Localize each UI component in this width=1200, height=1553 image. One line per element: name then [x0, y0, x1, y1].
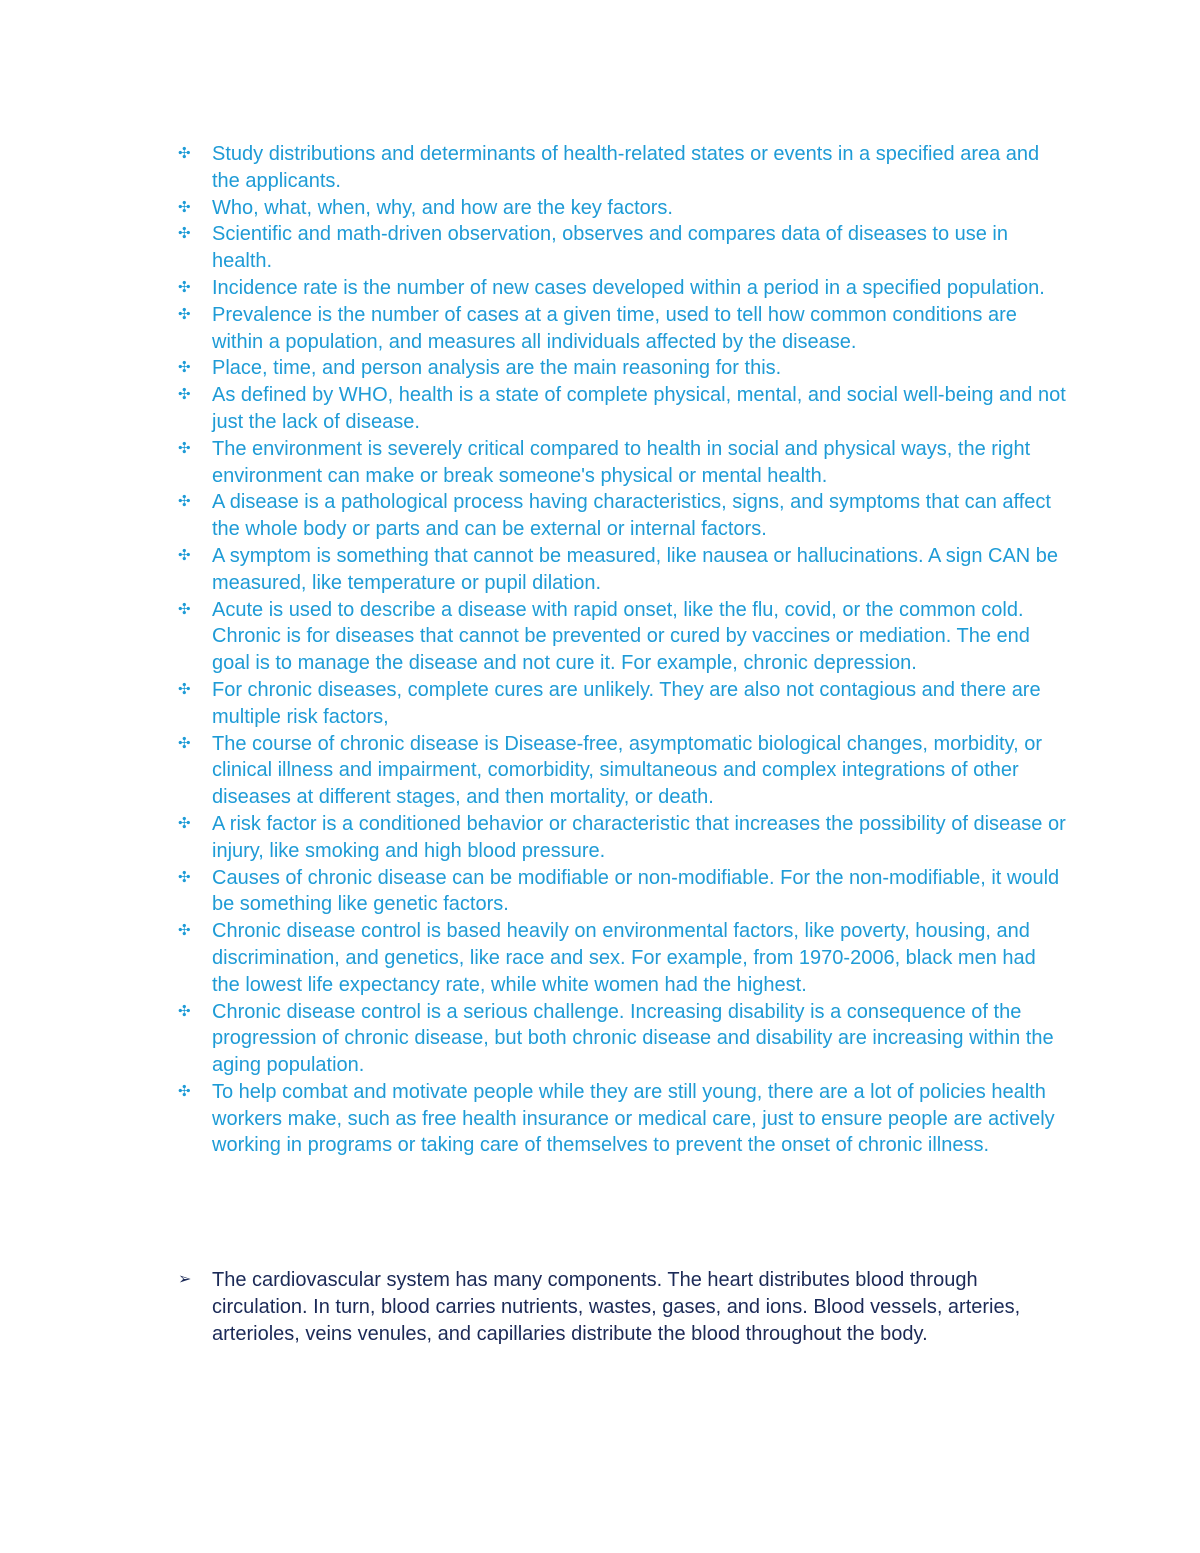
list-item [176, 489, 1066, 543]
list-item-text: Causes of chronic disease can be modifiable or non-modifiable. For the non-modifiable, it would be something like genetic factors. [212, 866, 1060, 916]
diamond-bullet-icon: ✣ [178, 680, 191, 698]
diamond-bullet-icon: ✣ [178, 1082, 191, 1100]
list-item [176, 811, 1066, 865]
list-item-text: Who, what, when, why, and how are the key factors. [212, 196, 673, 219]
list-item-text: Acute is used to describe a disease with rapid onset, like the flu, covid, or the common cold. Chronic is for diseases that cannot be prevented or cured by vaccines or mediation. The end goal is to manage the disease and not cure it. For example, chronic depression. [212, 598, 1030, 675]
list-item-text: To help combat and motivate people while they are still young, there are a lot of policies health workers make, such as free health insurance or medical care, just to ensure people are actively working in programs or taking care of themselves to prevent the onset of chronic illness. [212, 1080, 1055, 1157]
diamond-bullet-icon: ✣ [178, 922, 191, 940]
list-item-text: A disease is a pathological process having characteristics, signs, and symptoms that can affect the whole body or parts and can be external or internal factors. [212, 491, 1051, 541]
list-item [176, 355, 1066, 382]
diamond-bullet-icon: ✣ [178, 868, 191, 886]
diamond-bullet-icon: ✣ [178, 386, 191, 404]
list-item-text: Chronic disease control is a serious challenge. Increasing disability is a consequence of the progression of chronic disease, but both chronic disease and disability are increasing within the aging population. [212, 1000, 1054, 1077]
list-item [176, 731, 1066, 811]
diamond-bullet-icon: ✣ [178, 278, 191, 296]
diamond-bullet-icon: ✣ [178, 1002, 191, 1020]
list-item-text: As defined by WHO, health is a state of complete physical, mental, and social well-being and not just the lack of disease. [212, 384, 1066, 433]
list-item-text: For chronic diseases, complete cures are unlikely. They are also not contagious and there are multiple risk factors, [212, 678, 1041, 728]
list-item [176, 1079, 1066, 1159]
cardiovascular-notes-list [176, 1267, 1066, 1347]
diamond-bullet-icon: ✣ [178, 359, 191, 377]
list-item [176, 141, 1066, 195]
list-item-text: Place, time, and person analysis are the main reasoning for this. [212, 357, 782, 380]
list-item [176, 865, 1066, 919]
list-item-text: The environment is severely critical compared to health in social and physical ways, the right environment can make or break someone's physical or mental health. [212, 437, 1031, 487]
diamond-bullet-icon: ✣ [178, 734, 191, 752]
diamond-bullet-icon: ✣ [178, 225, 191, 243]
list-item-text: The cardiovascular system has many components. The heart distributes blood through circulation. In turn, blood carries nutrients, wastes, gases, and ions. Blood vessels, arteries, arterioles, veins venules, and capillaries distribute the blood throughout the body. [212, 1269, 1021, 1345]
epidemiology-notes-list [176, 141, 1066, 1159]
list-item-text: A risk factor is a conditioned behavior or characteristic that increases the possibility of disease or injury, like smoking and high blood pressure. [212, 812, 1066, 862]
list-item [176, 918, 1066, 998]
list-item [176, 382, 1066, 436]
list-item [176, 999, 1066, 1079]
list-item [176, 221, 1066, 275]
list-item [176, 195, 1066, 222]
diamond-bullet-icon: ✣ [178, 305, 191, 323]
list-item [176, 543, 1066, 597]
list-item-text: Chronic disease control is based heavily on environmental factors, like poverty, housing, and discrimination, and genetics, like race and sex. For example, from 1970-2006, black men had the lowest life expectancy rate, while white women had the highest. [212, 920, 1036, 996]
list-item [176, 597, 1066, 677]
diamond-bullet-icon: ✣ [178, 439, 191, 457]
diamond-bullet-icon: ✣ [178, 546, 191, 564]
list-item-text: Incidence rate is the number of new cases developed within a period in a specified population. [212, 276, 1045, 299]
diamond-bullet-icon: ✣ [178, 145, 191, 162]
diamond-bullet-icon: ✣ [178, 198, 191, 216]
diamond-bullet-icon: ✣ [178, 493, 191, 511]
arrow-bullet-icon: ➢ [178, 1271, 192, 1288]
list-item [176, 677, 1066, 731]
list-item [176, 436, 1066, 490]
list-item-text: The course of chronic disease is Disease-free, asymptomatic biological changes, morbidity, or clinical illness and impairment, comorbidity, simultaneous and complex integrations of other diseases at different stages, and then mortality, or death. [212, 732, 1042, 809]
list-item-text: Prevalence is the number of cases at a given time, used to tell how common conditions are within a population, and measures all individuals affected by the disease. [212, 303, 1017, 353]
list-item-text: Scientific and math-driven observation, observes and compares data of diseases to use in health. [212, 223, 1008, 273]
list-item-text: A symptom is something that cannot be measured, like nausea or hallucinations. A sign CAN be measured, like temperature or pupil dilation. [212, 544, 1059, 594]
list-item [176, 1267, 1066, 1347]
list-item [176, 275, 1066, 302]
list-item [176, 302, 1066, 356]
diamond-bullet-icon: ✣ [178, 600, 191, 618]
diamond-bullet-icon: ✣ [178, 814, 191, 832]
list-item-text: Study distributions and determinants of health-related states or events in a specified area and the applicants. [212, 143, 1040, 192]
